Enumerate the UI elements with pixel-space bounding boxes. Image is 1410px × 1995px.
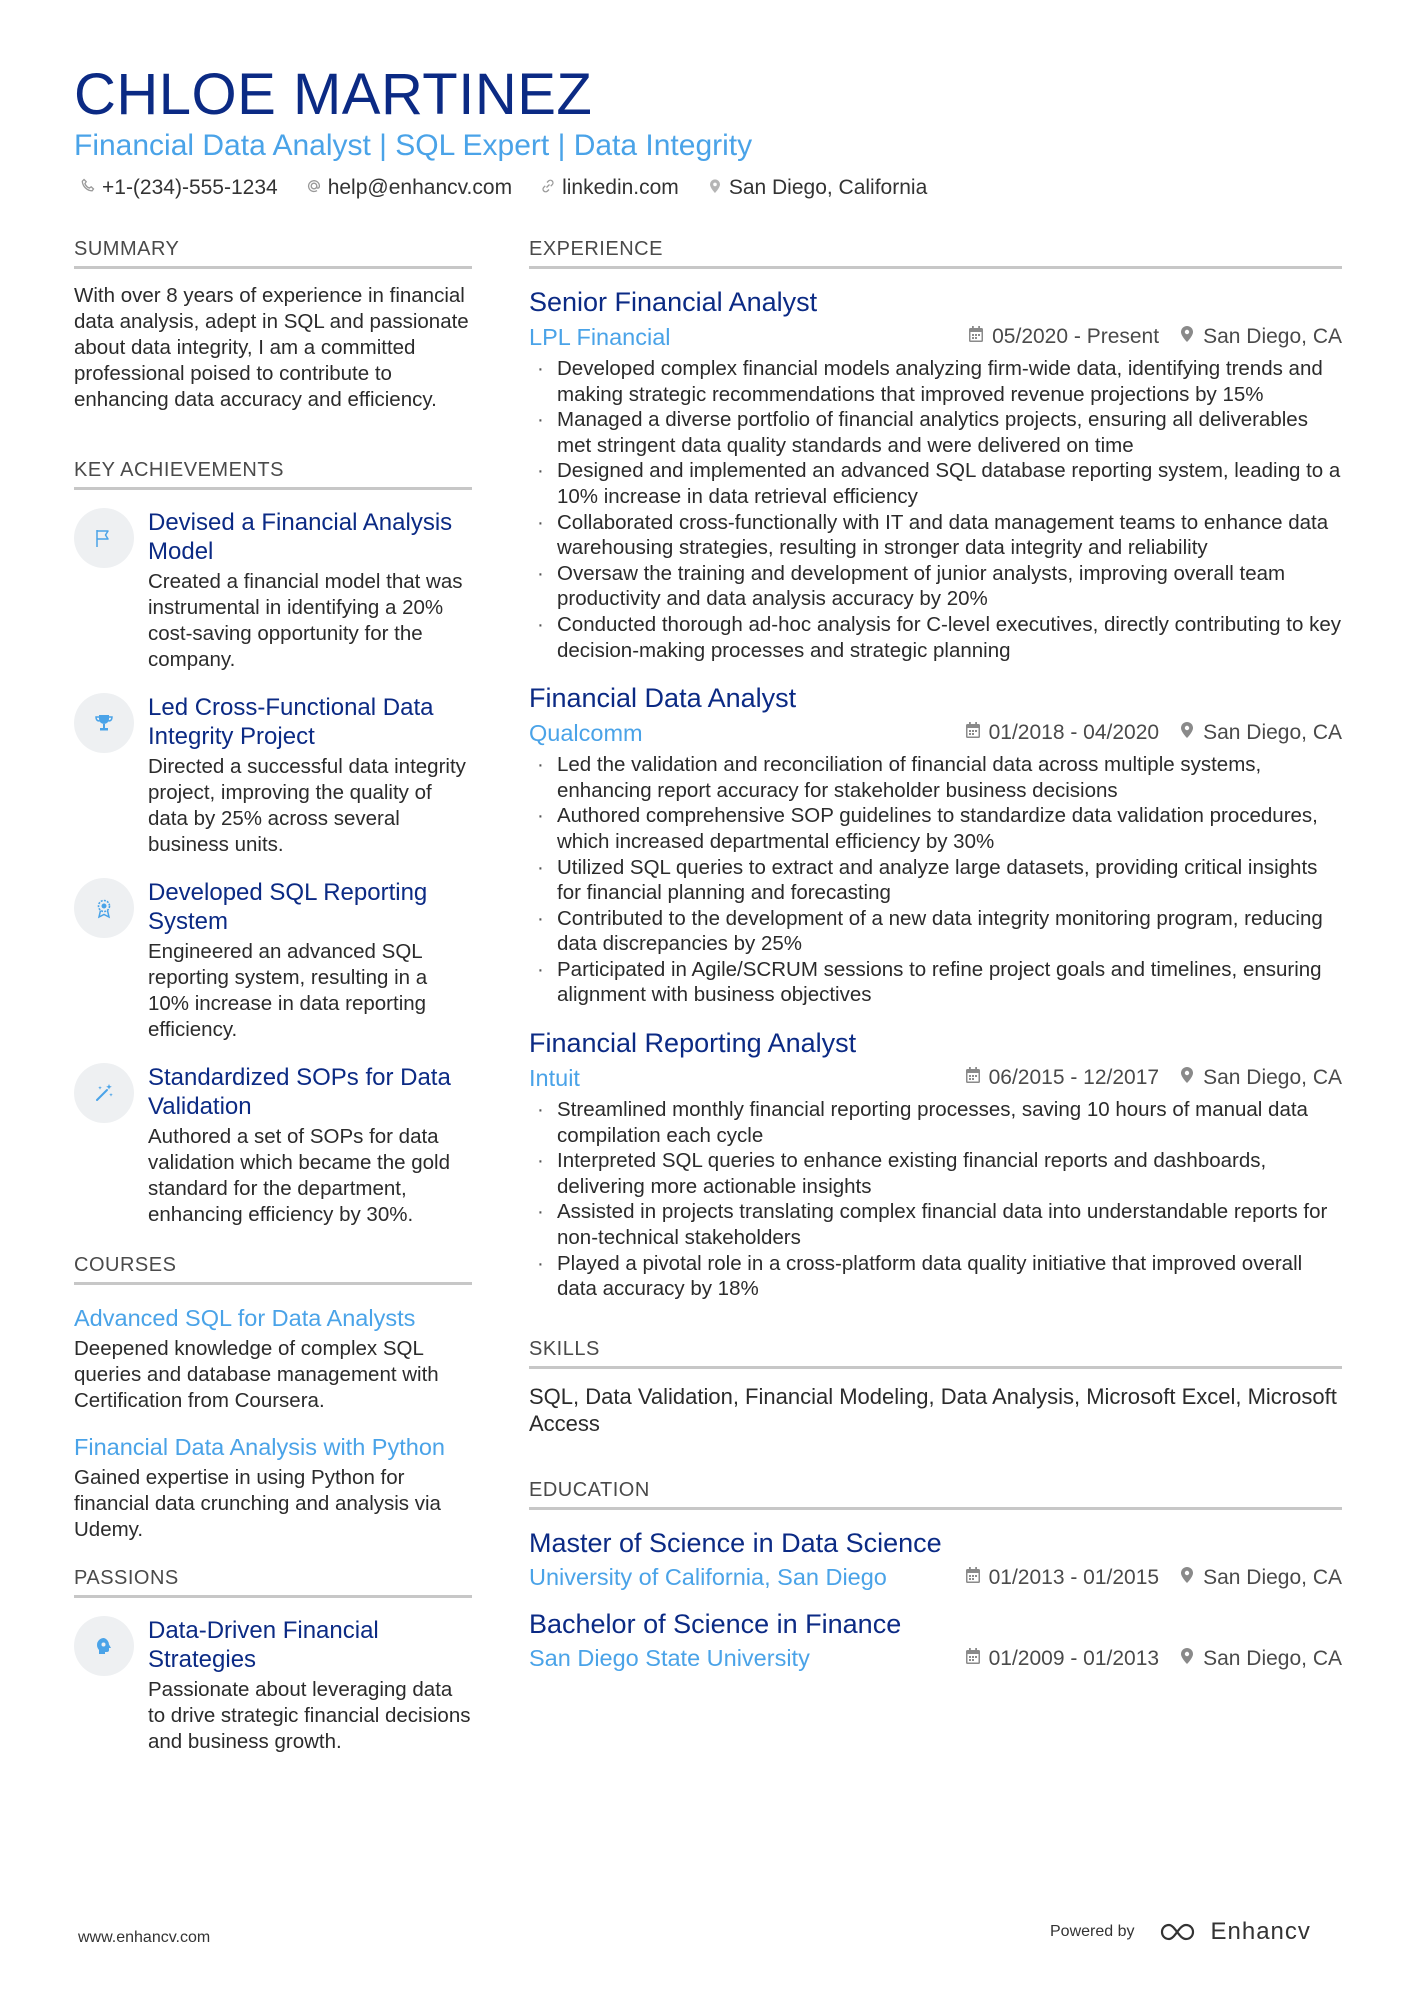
achievement-title: Developed SQL Reporting System xyxy=(148,879,428,935)
contact-phone-text: +1-(234)-555-1234 xyxy=(102,176,278,199)
job-meta xyxy=(529,1063,1342,1093)
footer-branding xyxy=(1050,1918,1311,1946)
achievement-item xyxy=(74,693,472,858)
experience-heading: EXPERIENCE xyxy=(529,236,1342,269)
brain-icon xyxy=(74,1616,134,1676)
powered-by-label: Powered by xyxy=(1050,1923,1135,1940)
course-item xyxy=(74,1432,472,1543)
job-meta-right xyxy=(965,1066,1342,1090)
job-meta-right xyxy=(968,325,1342,349)
job-bullet: · Authored comprehensive SOP guidelines to standardize data validation procedures, which increased departmental efficiency by 30% xyxy=(529,803,1342,854)
achievement-title: Devised a Financial Analysis Model xyxy=(148,509,453,565)
education-location-text: San Diego, CA xyxy=(1203,1646,1342,1670)
job-bullet: · Assisted in projects translating complex financial data into understandable reports for non-technical stakeholders xyxy=(529,1199,1342,1250)
passion-text: Passionate about leveraging data to drive strategic financial decisions and business growth. xyxy=(148,1678,471,1753)
contact-location-text: San Diego, California xyxy=(728,176,928,199)
education-degree: Master of Science in Data Science xyxy=(529,1527,942,1558)
contact-email[interactable] xyxy=(306,176,512,200)
skills-text: SQL, Data Validation, Financial Modeling, Data Analysis, Microsoft Excel, Microsoft Access xyxy=(529,1383,1337,1436)
job-bullets xyxy=(529,752,1342,1008)
job-title: Financial Reporting Analyst xyxy=(529,1028,857,1059)
course-text: Gained expertise in using Python for financial data crunching and analysis via Udemy. xyxy=(74,1466,441,1541)
education-location xyxy=(1179,1647,1342,1671)
job-bullet: · Contributed to the development of a new data integrity monitoring program, reducing data discrepancies by 25% xyxy=(529,906,1342,957)
achievement-text: Engineered an advanced SQL reporting system, resulting in a 10% increase in data reporting efficiency. xyxy=(148,940,428,1041)
job-dates xyxy=(968,325,1159,349)
job-dates xyxy=(965,721,1159,745)
job-meta xyxy=(529,718,1342,748)
job-dates xyxy=(965,1066,1159,1090)
contact-location xyxy=(707,176,927,200)
summary-text: With over 8 years of experience in financial data analysis, adept in SQL and passionate about data integrity, I am a committed professional poised to contribute to enhancing data accuracy and efficiency. xyxy=(74,284,469,411)
achievement-item xyxy=(74,878,472,1043)
education-entry xyxy=(529,1526,1342,1593)
achievement-title: Standardized SOPs for Data Validation xyxy=(148,1064,451,1120)
candidate-name: CHLOE MARTINEZ xyxy=(74,62,593,127)
right-column xyxy=(529,236,1342,1688)
contact-phone xyxy=(80,176,278,200)
job-meta-right xyxy=(965,721,1342,745)
experience-section xyxy=(529,236,1342,1302)
summary-heading: SUMMARY xyxy=(74,236,472,269)
job-bullets xyxy=(529,356,1342,663)
achievements-heading: KEY ACHIEVEMENTS xyxy=(74,457,472,490)
summary-section xyxy=(74,236,472,413)
achievement-item xyxy=(74,508,472,673)
achievement-title: Led Cross-Functional Data Integrity Project xyxy=(148,694,434,750)
job-company: Qualcomm xyxy=(529,719,643,746)
location-icon xyxy=(1179,325,1195,349)
job-location xyxy=(1179,721,1342,745)
link-icon xyxy=(540,176,556,200)
job-dates-text: 01/2018 - 04/2020 xyxy=(988,721,1160,745)
magic-icon xyxy=(74,1063,134,1123)
passions-heading: PASSIONS xyxy=(74,1565,472,1598)
achievement-text: Authored a set of SOPs for data validation which became the gold standard for the department, enhancing efficiency by 30%. xyxy=(148,1125,450,1226)
job-dates-text: 05/2020 - Present xyxy=(992,325,1160,348)
job-company: LPL Financial xyxy=(529,323,671,350)
passion-item xyxy=(74,1616,472,1755)
education-section xyxy=(529,1477,1342,1674)
contact-linkedin[interactable] xyxy=(540,176,679,200)
achievement-item xyxy=(74,1063,472,1228)
job-bullet: · Led the validation and reconciliation of financial data across multiple systems, enhancing report accuracy for stakeholder business decisions xyxy=(529,752,1342,803)
location-icon xyxy=(1179,1566,1195,1590)
job-entry xyxy=(529,285,1342,663)
education-meta xyxy=(529,1563,1342,1593)
courses-heading: COURSES xyxy=(74,1252,472,1285)
job-location xyxy=(1179,325,1342,349)
achievements-section xyxy=(74,457,472,1228)
job-title: Financial Data Analyst xyxy=(529,683,797,714)
job-title: Senior Financial Analyst xyxy=(529,287,818,317)
phone-icon xyxy=(80,176,96,200)
at-icon xyxy=(306,176,322,200)
education-dates-text: 01/2013 - 01/2015 xyxy=(988,1565,1160,1589)
job-entry xyxy=(529,681,1342,1008)
education-dates-text: 01/2009 - 01/2013 xyxy=(988,1646,1160,1670)
candidate-tagline: Financial Data Analyst | SQL Expert | Data Integrity xyxy=(74,129,753,162)
job-bullets xyxy=(529,1097,1342,1302)
job-bullet: · Oversaw the training and development of junior analysts, improving overall team productivity and data analysis accuracy by 20% xyxy=(529,561,1342,612)
education-school: University of California, San Diego xyxy=(529,1564,887,1591)
job-bullet: · Conducted thorough ad-hoc analysis for C-level executives, directly contributing to key decision-making processes and strategic planning xyxy=(529,612,1342,663)
flag-icon xyxy=(74,508,134,568)
education-degree: Bachelor of Science in Finance xyxy=(529,1608,902,1639)
education-entry xyxy=(529,1607,1342,1674)
left-column xyxy=(74,236,472,1775)
calendar-icon xyxy=(965,721,981,745)
job-dates-text: 06/2015 - 12/2017 xyxy=(988,1066,1160,1090)
location-icon xyxy=(1179,1647,1195,1671)
calendar-icon xyxy=(968,325,984,349)
location-icon xyxy=(1179,1066,1195,1090)
job-bullet: · Managed a diverse portfolio of financial analytics projects, ensuring all deliverables met stringent data quality standards and were delivered on time xyxy=(529,407,1342,458)
job-entry xyxy=(529,1026,1342,1302)
job-bullet: · Played a pivotal role in a cross-platform data quality initiative that improved overall data accuracy by 18% xyxy=(529,1251,1342,1302)
job-bullet: · Designed and implemented an advanced SQL database reporting system, leading to a 10% increase in data retrieval efficiency xyxy=(529,458,1342,509)
job-bullet: · Interpreted SQL queries to enhance existing financial reports and dashboards, delivering more actionable insights xyxy=(529,1148,1342,1199)
skills-section xyxy=(529,1336,1342,1437)
course-title: Financial Data Analysis with Python xyxy=(74,1434,445,1460)
education-meta-right xyxy=(965,1647,1342,1671)
education-school: San Diego State University xyxy=(529,1645,810,1672)
job-bullet: · Participated in Agile/SCRUM sessions to refine project goals and timelines, ensuring alignment with business objectives xyxy=(529,957,1342,1008)
job-bullet: · Utilized SQL queries to extract and analyze large datasets, providing critical insights for financial planning and forecasting xyxy=(529,855,1342,906)
calendar-icon xyxy=(965,1647,981,1671)
trophy-icon xyxy=(74,693,134,753)
education-heading: EDUCATION xyxy=(529,1477,1342,1510)
achievement-text: Created a financial model that was instrumental in identifying a 20% cost-saving opportunity for the company. xyxy=(148,570,463,671)
footer-website[interactable]: www.enhancv.com xyxy=(78,1929,211,1946)
location-icon xyxy=(1179,721,1195,745)
job-location-text: San Diego, CA xyxy=(1203,325,1342,348)
passion-title: Data-Driven Financial Strategies xyxy=(148,1617,379,1673)
infinity-logo-icon xyxy=(1157,1920,1203,1944)
contact-email-text: help@enhancv.com xyxy=(327,176,513,199)
education-location-text: San Diego, CA xyxy=(1203,1565,1342,1589)
job-bullet: · Developed complex financial models analyzing firm-wide data, identifying trends and making strategic recommendations that improved revenue projections by 15% xyxy=(529,356,1342,407)
job-location xyxy=(1179,1066,1342,1090)
education-dates xyxy=(965,1566,1159,1590)
courses-section xyxy=(74,1252,472,1543)
job-meta xyxy=(529,322,1342,352)
brand-name: Enhancv xyxy=(1210,1918,1311,1945)
location-icon xyxy=(707,176,723,200)
award-icon xyxy=(74,878,134,938)
contact-linkedin-text: linkedin.com xyxy=(562,176,679,199)
calendar-icon xyxy=(965,1066,981,1090)
course-item xyxy=(74,1303,472,1414)
course-text: Deepened knowledge of complex SQL queries and database management with Certification from Coursera. xyxy=(74,1337,439,1412)
skills-heading: SKILLS xyxy=(529,1336,1342,1369)
achievement-text: Directed a successful data integrity project, improving the quality of data by 25% across several business units. xyxy=(148,755,466,856)
passions-section xyxy=(74,1565,472,1755)
education-meta-right xyxy=(965,1566,1342,1590)
job-location-text: San Diego, CA xyxy=(1203,721,1342,745)
education-meta xyxy=(529,1644,1342,1674)
job-company: Intuit xyxy=(529,1064,580,1091)
job-location-text: San Diego, CA xyxy=(1203,1066,1342,1090)
calendar-icon xyxy=(965,1566,981,1590)
job-bullet: · Streamlined monthly financial reporting processes, saving 10 hours of manual data compilation each cycle xyxy=(529,1097,1342,1148)
job-bullet: · Collaborated cross-functionally with IT and data management teams to enhance data warehousing strategies, resulting in stronger data integrity and reliability xyxy=(529,510,1342,561)
course-title: Advanced SQL for Data Analysts xyxy=(74,1305,416,1331)
education-location xyxy=(1179,1566,1342,1590)
enhancv-logo[interactable] xyxy=(1157,1918,1311,1946)
contact-row xyxy=(80,176,927,200)
education-dates xyxy=(965,1647,1159,1671)
